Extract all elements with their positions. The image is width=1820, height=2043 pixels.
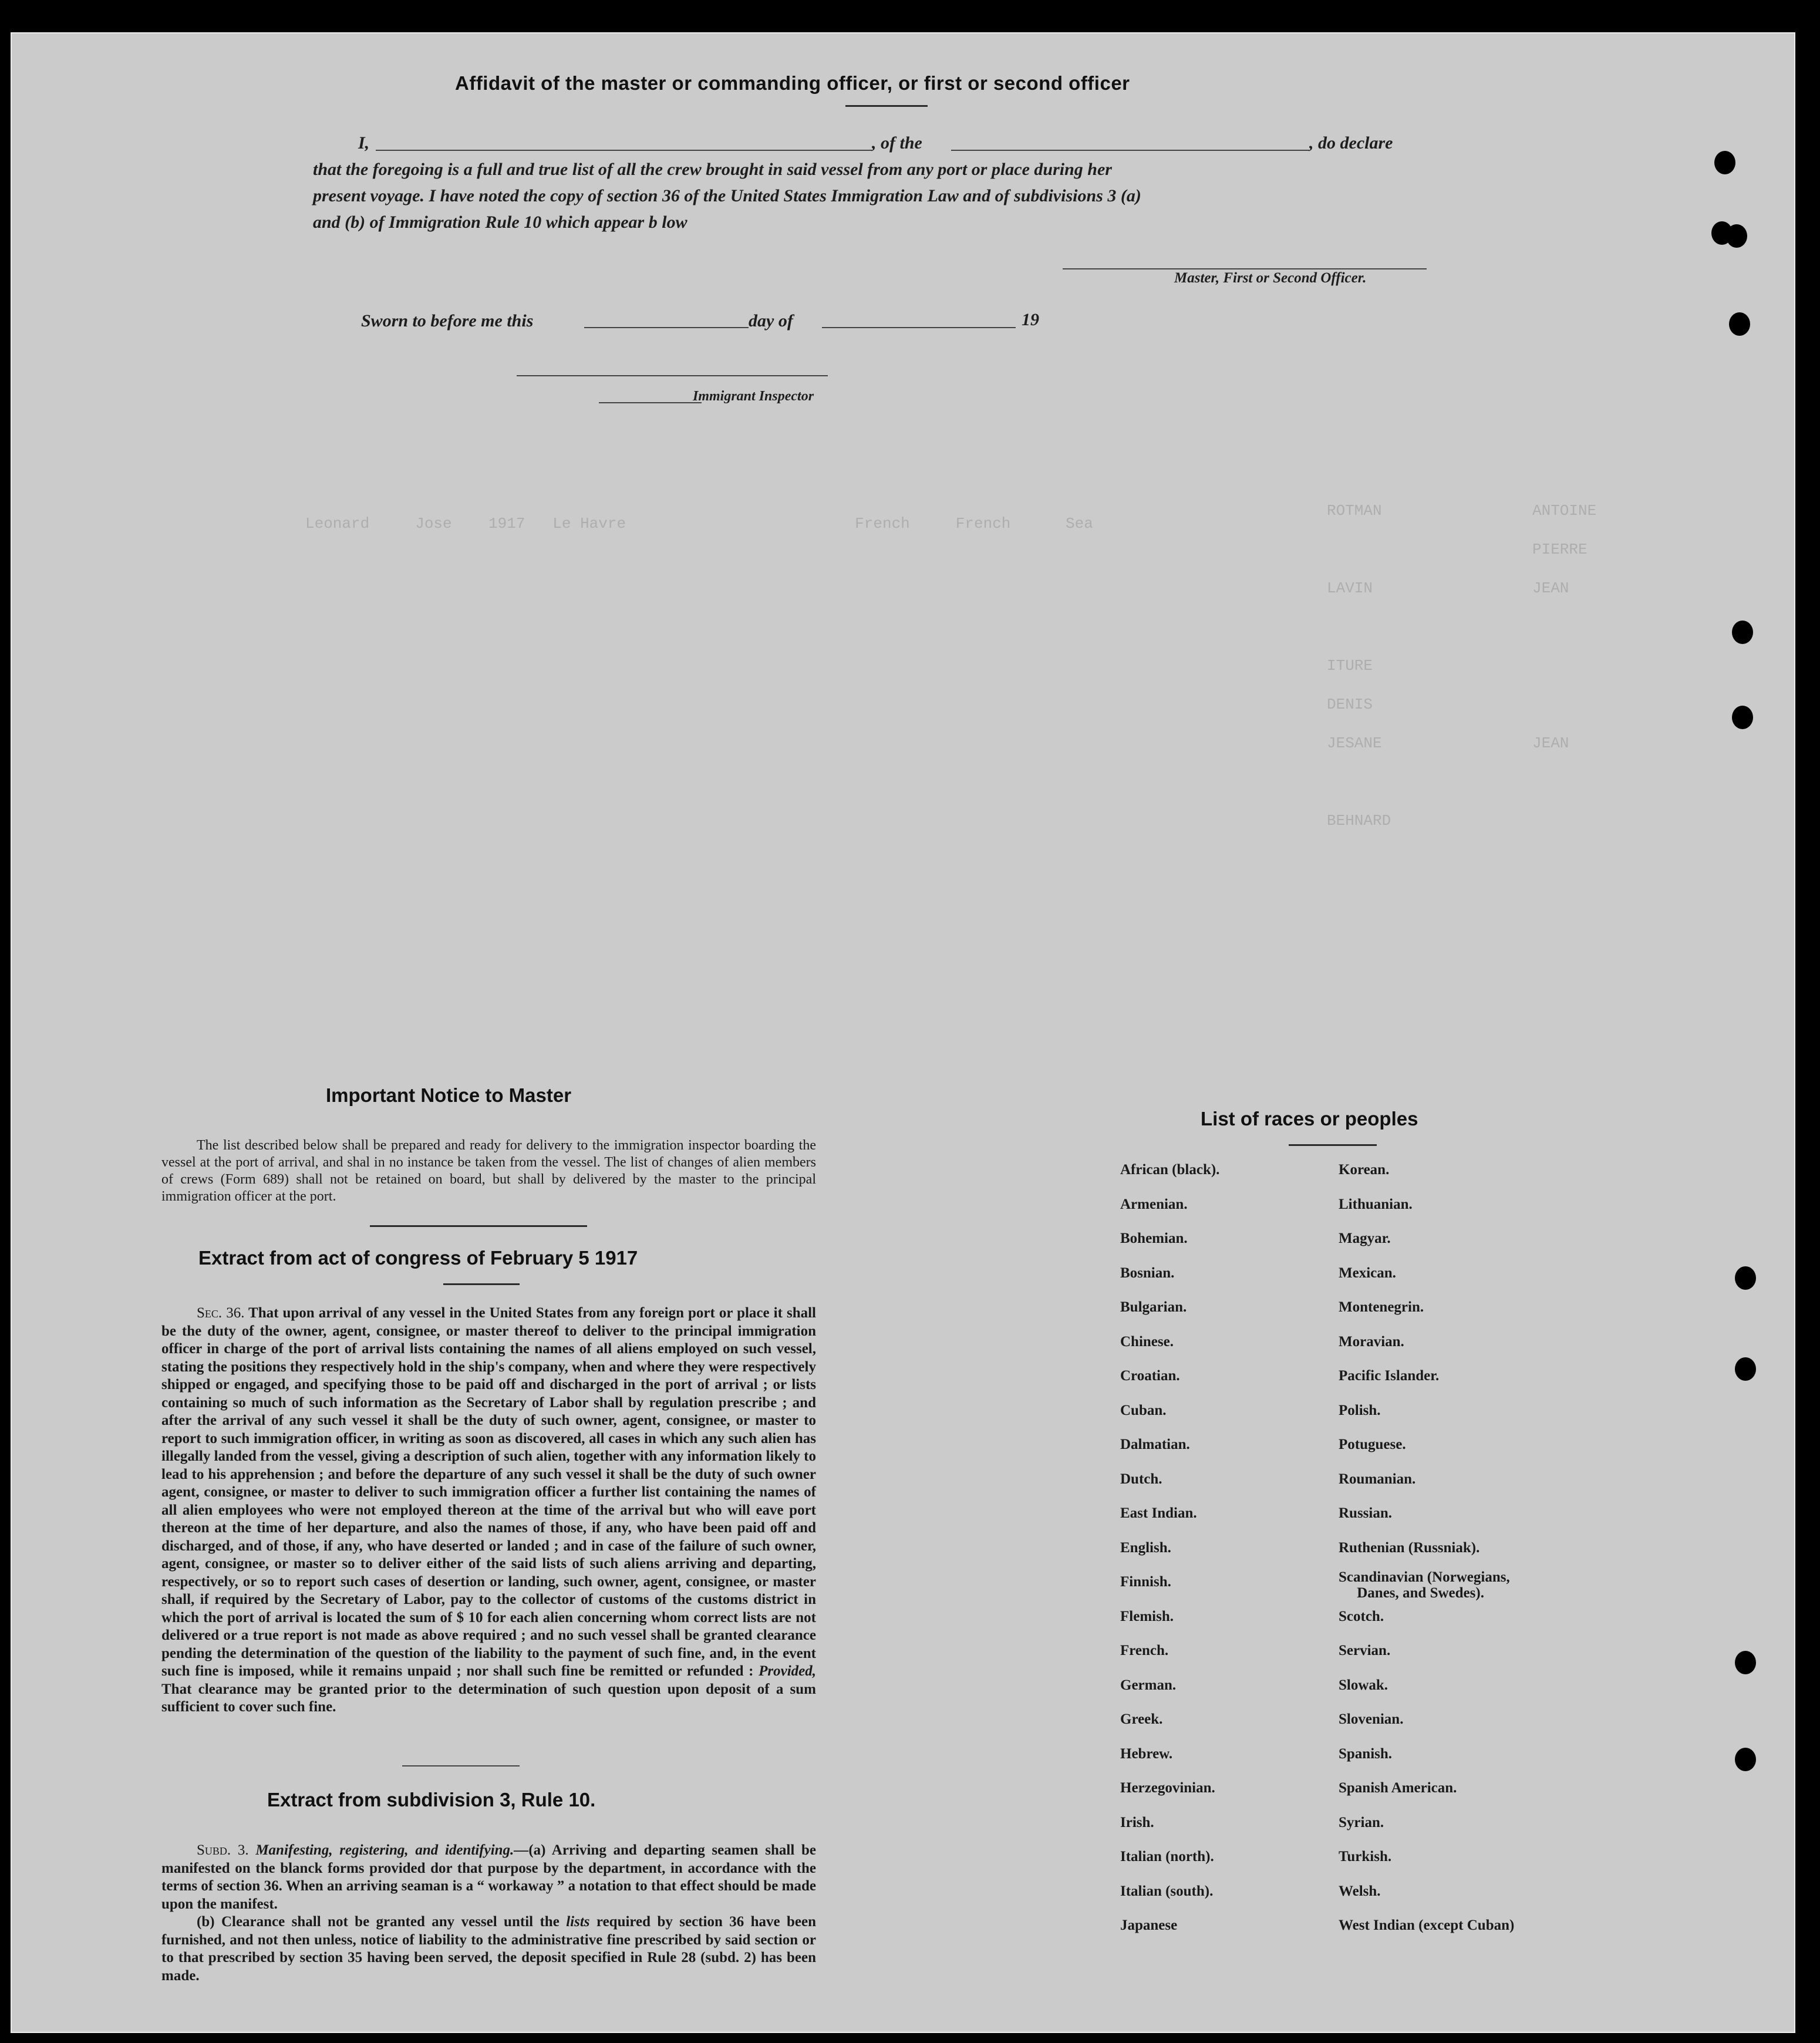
punch-hole bbox=[1729, 312, 1750, 336]
punch-hole bbox=[1726, 224, 1747, 248]
notice-text: The list described below shall be prepared and ready for delivery to the immigration inspector boarding the vessel at the port of arrival, and shal in no instance be taken from the vessel. The list of changes of alien members of crews (Form 689) shall not be retained on board, but shall by delivered by the master to the principal immigration officer at the port. bbox=[161, 1138, 816, 1204]
lists-word: lists bbox=[566, 1914, 590, 1930]
affidavit-line-2: that the foregoing is a full and true list of all the crew brought in said vessel from any port or place during her bbox=[313, 160, 1112, 179]
extract-rule-text bbox=[161, 1842, 816, 1985]
subd-para-b bbox=[161, 1913, 816, 1985]
race-item: Servian. bbox=[1339, 1643, 1391, 1658]
notice-title: Important Notice to Master bbox=[326, 1084, 572, 1106]
master-signature-line[interactable] bbox=[1063, 268, 1427, 269]
race-item: Croatian. bbox=[1120, 1368, 1180, 1384]
punch-hole bbox=[1732, 621, 1753, 644]
punch-hole bbox=[1714, 151, 1735, 174]
punch-hole bbox=[1735, 1748, 1756, 1771]
subd-label: Subd. 3. bbox=[197, 1842, 249, 1858]
race-item: Italian (north). bbox=[1120, 1849, 1214, 1865]
subd-para-a bbox=[161, 1842, 816, 1913]
race-item: Scandinavian (Norwegians, Danes, and Swedes). bbox=[1339, 1569, 1510, 1601]
affidavit-do-declare-label: , do declare bbox=[1309, 133, 1393, 153]
race-item: Armenian. bbox=[1120, 1196, 1188, 1212]
race-item: Hebrew. bbox=[1120, 1745, 1173, 1762]
race-item: Bosnian. bbox=[1120, 1265, 1175, 1281]
para-b-text-a: (b) Clearance shall not be granted any vessel until the bbox=[197, 1914, 560, 1930]
race-item: Greek. bbox=[1120, 1711, 1163, 1727]
year-prefix: 19 bbox=[1022, 310, 1039, 329]
race-item: Korean. bbox=[1339, 1162, 1390, 1178]
affidavit-i-label: I, bbox=[358, 133, 370, 153]
sworn-day-field[interactable] bbox=[584, 327, 749, 328]
race-item: Roumanian. bbox=[1339, 1471, 1416, 1487]
race-item: Bulgarian. bbox=[1120, 1299, 1187, 1315]
day-of-label: day of bbox=[749, 311, 793, 331]
race-item: Moravian. bbox=[1339, 1333, 1404, 1350]
race-item: Bohemian. bbox=[1120, 1230, 1188, 1246]
deponent-name-field[interactable] bbox=[376, 150, 872, 151]
race-item: Slovenian. bbox=[1339, 1711, 1404, 1727]
race-item: Italian (south). bbox=[1120, 1883, 1214, 1899]
race-item: Slowak. bbox=[1339, 1677, 1388, 1693]
race-item: Mexican. bbox=[1339, 1265, 1396, 1281]
race-item: Magyar. bbox=[1339, 1230, 1391, 1246]
race-item: French. bbox=[1120, 1643, 1169, 1658]
race-item: German. bbox=[1120, 1677, 1177, 1693]
punch-hole bbox=[1732, 706, 1753, 729]
race-item: Dalmatian. bbox=[1120, 1437, 1190, 1452]
sec-36-text: That upon arrival of any vessel in the United States from any foreign port or place it shall be the duty of the owner, agent, consignee, or master thereof to deliver to the principal immigration officer in charge of the port of arrival lists containing the names of all aliens employed on such vessel, stating the positions they respectively hold in the ship's company, when and where they were respectively shipped or engaged, and specifying those to be paid off and discharged in the port of arrival ; or lists containing so much of such information as the Secretary of Labor shall by regulation prescribe ; and after the arrival of any such vessel it shall be the duty of such owner, agent, consignee, or master to report to such immigration officer, in writing as soon as discovered, all cases in which any such alien has illegally landed from the vessel, giving a description of such alien, together with any information likely to lead to his apprehension ; and before the departure of any such vessel it shall be the duty of such owner agent, consignee, or master to deliver to such immigration officer a further list containing the names of all alien employees who were not employed thereon at the time of the arrival but who will eave port thereon at the time of her departure, and also the names of those, if any, who have been paid off and discharged, and of those, if any, who have deserted or landed ; and in case of the failure of such owner, agent, consignee, or master so to deliver either of the said lists of such aliens arriving and departing, respectively, or so to report such cases of desertion or landing, such owner, agent, consignee, or master shall, if required by the Secretary of Labor, pay to the collector of customs of the customs district in which the port of arrival is located the sum of $ 10 for each alien concerning whom correct lists are not delivered or a true report is not made as above required ; and no such vessel shall be granted clearance pending the determination of the question of the liability to the payment of such fine, and, in the event such fine is imposed, while it remains unpaid ; nor shall such fine be remitted or refunded : bbox=[161, 1305, 816, 1679]
race-item: Cuban. bbox=[1120, 1402, 1167, 1418]
affidavit-title: Affidavit of the master or commanding officer, or first or second officer bbox=[455, 72, 1130, 94]
races-title-rule bbox=[1289, 1144, 1377, 1146]
race-item: Montenegrin. bbox=[1339, 1299, 1424, 1315]
races-title: List of races or peoples bbox=[1201, 1108, 1418, 1130]
race-item: East Indian. bbox=[1120, 1505, 1197, 1521]
race-item: Flemish. bbox=[1120, 1608, 1174, 1624]
race-item: African (black). bbox=[1120, 1162, 1220, 1178]
sworn-month-field[interactable] bbox=[822, 327, 1016, 328]
race-item: Syrian. bbox=[1339, 1814, 1384, 1830]
para-a-text: (a) Arriving and departing seamen shall be manifested on the blanck forms provided dor that purpose by the department, in accordance with the terms of section 36. When an arriving seaman is a “ workaway ” a notation to that effect should be made upon the manifest. bbox=[161, 1842, 816, 1912]
bleed-through-text: ROTMAN LAVIN ITURE DENIS JESANE BEHNARD bbox=[1327, 502, 1391, 830]
race-item: Spanish American. bbox=[1339, 1780, 1457, 1796]
race-item: English. bbox=[1120, 1539, 1171, 1556]
inspector-short-rule bbox=[599, 402, 702, 403]
race-item: Irish. bbox=[1120, 1814, 1154, 1830]
bleed-through-row: Leonard Jose 1917 Le Havre French French Sea bbox=[305, 515, 1093, 532]
race-item: Spanish. bbox=[1339, 1745, 1393, 1762]
race-item: Chinese. bbox=[1120, 1333, 1174, 1350]
punch-hole bbox=[1735, 1357, 1756, 1381]
race-item: Pacific Islander. bbox=[1339, 1368, 1440, 1384]
para-b-text-b: required by section 36 have been furnished, and not then unless, notice of liability to the administrative fine prescribed by said section or to that prescribed by section 35 having been served, the deposit specified in Rule 28 (subd. 2) has been made. bbox=[161, 1914, 817, 1984]
affidavit-line-3: present voyage. I have noted the copy of section 36 of the United States Immigration Law and of subdivisions 3 (a) bbox=[313, 186, 1141, 205]
master-signature-label: Master, First or Second Officer. bbox=[1174, 270, 1367, 286]
extract-act-title: Extract from act of congress of February 5 1917 bbox=[198, 1247, 638, 1269]
manifest-page bbox=[11, 32, 1795, 2033]
sec-label: Sec. 36. bbox=[197, 1305, 245, 1321]
sec-36-text-end: That clearance may be granted prior to the determination of such question upon deposit of a sum sufficient to cover such fine. bbox=[161, 1681, 816, 1715]
subd-heading: Manifesting, registering, and identifying.— bbox=[255, 1842, 529, 1858]
extract-act-rule bbox=[443, 1283, 520, 1285]
race-item: Turkish. bbox=[1339, 1849, 1392, 1865]
race-item: Ruthenian (Russniak). bbox=[1339, 1539, 1480, 1556]
sworn-label: Sworn to before me this bbox=[361, 311, 534, 331]
affidavit-title-rule bbox=[845, 105, 928, 107]
race-item: West Indian (except Cuban) bbox=[1339, 1917, 1515, 1933]
notice-rule bbox=[370, 1225, 587, 1227]
race-item: Russian. bbox=[1339, 1505, 1393, 1521]
provided-word: Provided, bbox=[759, 1663, 817, 1679]
inspector-label: Immigrant Inspector bbox=[693, 389, 814, 404]
vessel-name-field[interactable] bbox=[951, 150, 1309, 151]
bleed-through-text-2: ANTOINE PIERRE JEAN JEAN bbox=[1532, 502, 1597, 752]
extract-rule-separator bbox=[402, 1765, 520, 1766]
punch-hole bbox=[1735, 1651, 1756, 1674]
race-item: Polish. bbox=[1339, 1402, 1381, 1418]
race-item: Lithuanian. bbox=[1339, 1196, 1413, 1212]
race-item: Herzegovinian. bbox=[1120, 1780, 1215, 1796]
race-item: Potuguese. bbox=[1339, 1437, 1406, 1452]
affidavit-of-the-label: , of the bbox=[872, 133, 922, 153]
race-item: Welsh. bbox=[1339, 1883, 1381, 1899]
race-item: Scotch. bbox=[1339, 1608, 1384, 1624]
race-item: Dutch. bbox=[1120, 1471, 1162, 1487]
affidavit-line-4: and (b) of Immigration Rule 10 which appear b low bbox=[313, 213, 687, 232]
extract-rule-title: Extract from subdivision 3, Rule 10. bbox=[267, 1789, 596, 1811]
race-item: Japanese bbox=[1120, 1917, 1178, 1933]
inspector-signature-line[interactable] bbox=[517, 375, 828, 376]
punch-hole bbox=[1735, 1266, 1756, 1290]
extract-act-text bbox=[161, 1304, 816, 1717]
race-item: Finnish. bbox=[1120, 1574, 1171, 1590]
